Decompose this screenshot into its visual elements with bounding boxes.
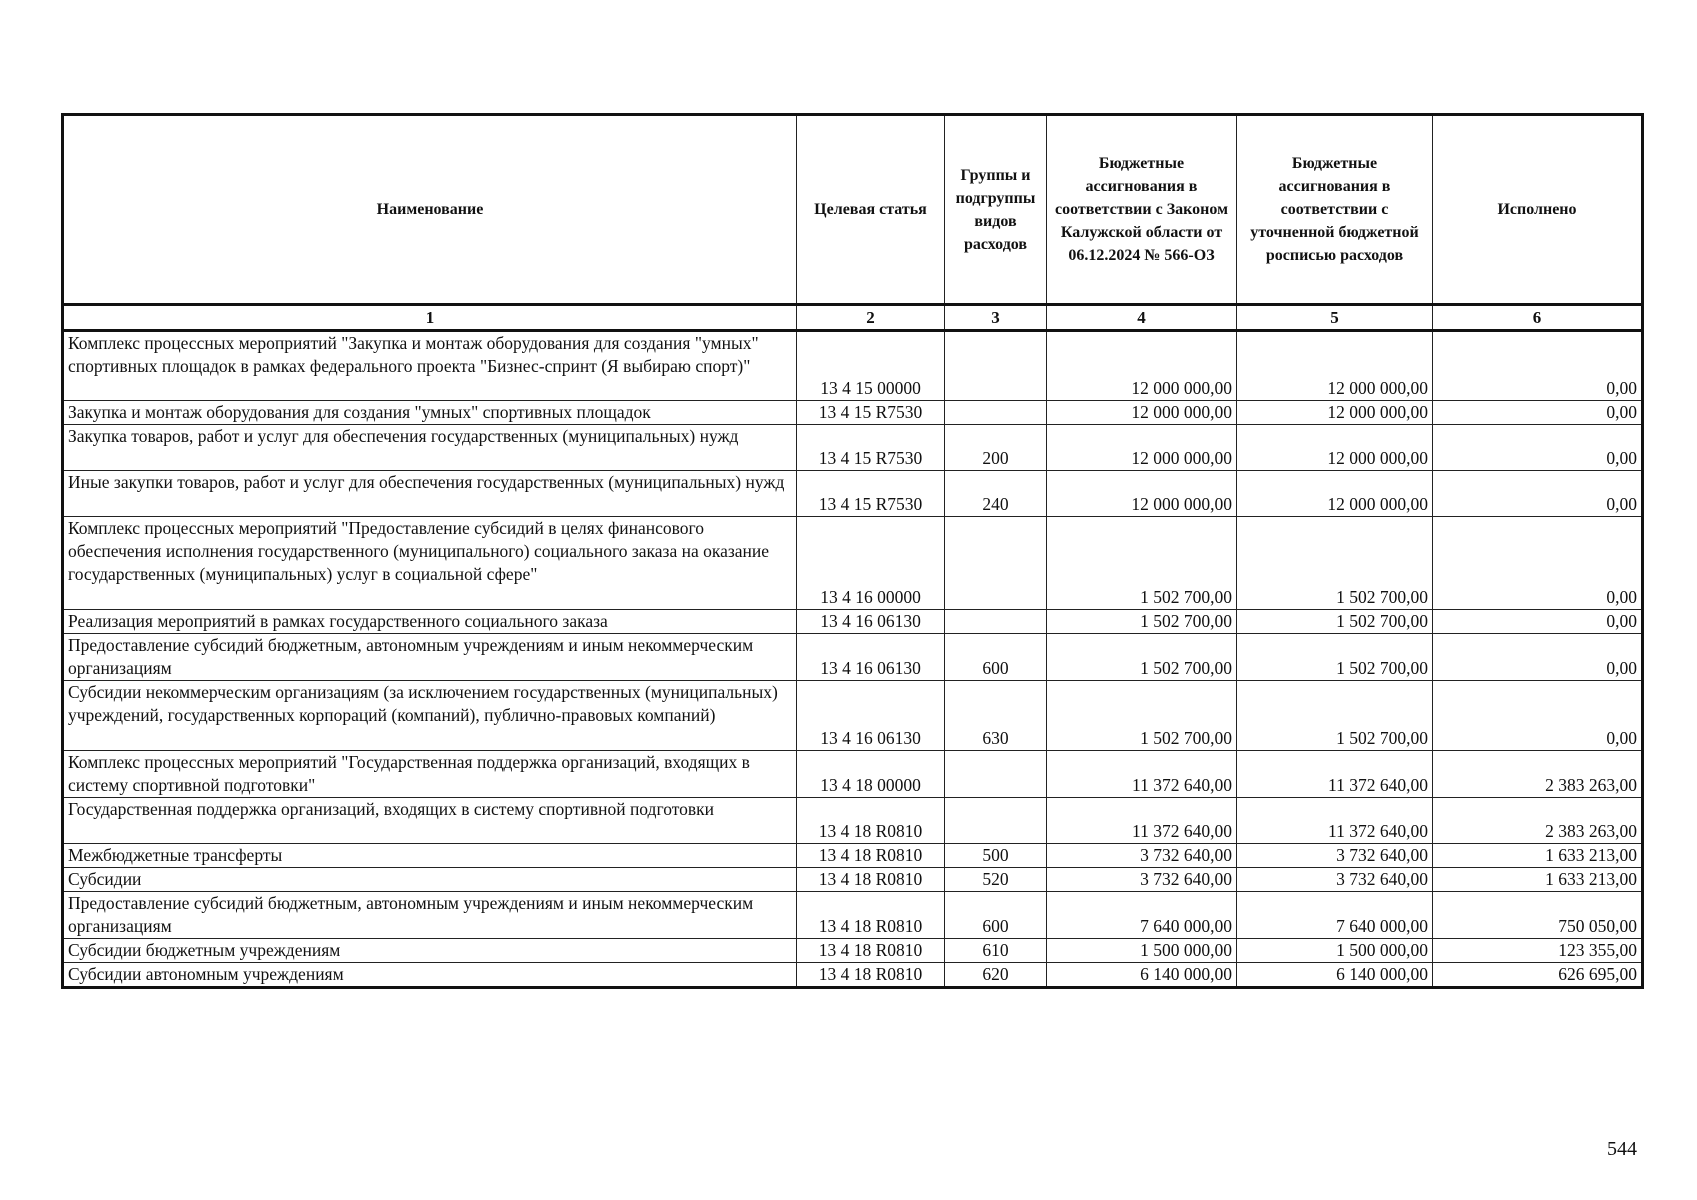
row-target-code: 13 4 15 00000 <box>797 331 945 401</box>
header-target: Целевая статья <box>797 115 945 305</box>
row-executed-amount: 123 355,00 <box>1433 939 1643 963</box>
row-target-code: 13 4 18 R0810 <box>797 892 945 939</box>
column-number: 1 <box>63 305 797 331</box>
row-refined-amount: 1 502 700,00 <box>1237 610 1433 634</box>
row-law-amount: 11 372 640,00 <box>1047 798 1237 844</box>
row-expense-group: 600 <box>945 892 1047 939</box>
row-refined-amount: 1 502 700,00 <box>1237 634 1433 681</box>
column-number: 6 <box>1433 305 1643 331</box>
row-law-amount: 12 000 000,00 <box>1047 425 1237 471</box>
row-law-amount: 3 732 640,00 <box>1047 868 1237 892</box>
row-target-code: 13 4 18 R0810 <box>797 939 945 963</box>
row-law-amount: 1 502 700,00 <box>1047 517 1237 610</box>
row-name: Субсидии бюджетным учреждениям <box>63 939 797 963</box>
row-target-code: 13 4 18 R0810 <box>797 963 945 988</box>
row-name: Государственная поддержка организаций, входящих в систему спортивной подготовки <box>63 798 797 844</box>
row-expense-group: 630 <box>945 681 1047 751</box>
row-expense-group <box>945 798 1047 844</box>
row-target-code: 13 4 15 R7530 <box>797 425 945 471</box>
column-number: 4 <box>1047 305 1237 331</box>
row-target-code: 13 4 18 R0810 <box>797 868 945 892</box>
row-law-amount: 1 502 700,00 <box>1047 634 1237 681</box>
page-number: 544 <box>1607 1138 1637 1160</box>
row-name: Субсидии автономным учреждениям <box>63 963 797 988</box>
row-refined-amount: 1 502 700,00 <box>1237 517 1433 610</box>
header-groups: Группы и подгруппы видов расходов <box>945 115 1047 305</box>
table-row <box>63 331 1643 401</box>
row-law-amount: 12 000 000,00 <box>1047 471 1237 517</box>
row-refined-amount: 11 372 640,00 <box>1237 751 1433 798</box>
row-executed-amount: 0,00 <box>1433 517 1643 610</box>
row-expense-group: 610 <box>945 939 1047 963</box>
table-row <box>63 634 1643 681</box>
row-name: Предоставление субсидий бюджетным, автономным учреждениям и иным некоммерческим организациям <box>63 634 797 681</box>
row-law-amount: 1 502 700,00 <box>1047 681 1237 751</box>
table-row <box>63 798 1643 844</box>
row-refined-amount: 3 732 640,00 <box>1237 844 1433 868</box>
table-row <box>63 868 1643 892</box>
row-target-code: 13 4 18 R0810 <box>797 844 945 868</box>
table-row <box>63 425 1643 471</box>
row-target-code: 13 4 16 06130 <box>797 634 945 681</box>
row-law-amount: 7 640 000,00 <box>1047 892 1237 939</box>
row-target-code: 13 4 18 R0810 <box>797 798 945 844</box>
row-executed-amount: 750 050,00 <box>1433 892 1643 939</box>
column-number: 2 <box>797 305 945 331</box>
row-name: Субсидии некоммерческим организациям (за исключением государственных (муниципальных) учреждений, государственных корпораций (компаний), публично-правовых компаний) <box>63 681 797 751</box>
row-law-amount: 3 732 640,00 <box>1047 844 1237 868</box>
table-row <box>63 939 1643 963</box>
row-name: Иные закупки товаров, работ и услуг для обеспечения государственных (муниципальных) нужд <box>63 471 797 517</box>
column-number: 3 <box>945 305 1047 331</box>
row-refined-amount: 11 372 640,00 <box>1237 798 1433 844</box>
row-law-amount: 6 140 000,00 <box>1047 963 1237 988</box>
table-row <box>63 401 1643 425</box>
row-refined-amount: 7 640 000,00 <box>1237 892 1433 939</box>
table-row <box>63 471 1643 517</box>
row-expense-group <box>945 331 1047 401</box>
row-law-amount: 11 372 640,00 <box>1047 751 1237 798</box>
row-name: Комплекс процессных мероприятий "Государственная поддержка организаций, входящих в систему спортивной подготовки" <box>63 751 797 798</box>
row-name: Межбюджетные трансферты <box>63 844 797 868</box>
row-executed-amount: 0,00 <box>1433 681 1643 751</box>
header-refined: Бюджетные ассигнования в соответствии с уточненной бюджетной росписью расходов <box>1237 115 1433 305</box>
row-refined-amount: 6 140 000,00 <box>1237 963 1433 988</box>
row-name: Закупка и монтаж оборудования для создания "умных" спортивных площадок <box>63 401 797 425</box>
row-executed-amount: 1 633 213,00 <box>1433 844 1643 868</box>
row-name: Комплекс процессных мероприятий "Закупка и монтаж оборудования для создания "умных" спортивных площадок в рамках федерального проекта "Бизнес-спринт (Я выбираю спорт)" <box>63 331 797 401</box>
row-executed-amount: 0,00 <box>1433 634 1643 681</box>
row-target-code: 13 4 16 06130 <box>797 610 945 634</box>
row-name: Закупка товаров, работ и услуг для обеспечения государственных (муниципальных) нужд <box>63 425 797 471</box>
row-expense-group: 240 <box>945 471 1047 517</box>
row-law-amount: 1 502 700,00 <box>1047 610 1237 634</box>
table-row <box>63 844 1643 868</box>
row-expense-group: 620 <box>945 963 1047 988</box>
row-refined-amount: 12 000 000,00 <box>1237 331 1433 401</box>
column-number: 5 <box>1237 305 1433 331</box>
row-expense-group <box>945 517 1047 610</box>
row-executed-amount: 2 383 263,00 <box>1433 798 1643 844</box>
row-target-code: 13 4 18 00000 <box>797 751 945 798</box>
header-row <box>63 115 1643 305</box>
row-expense-group: 500 <box>945 844 1047 868</box>
table-row <box>63 892 1643 939</box>
header-executed: Исполнено <box>1433 115 1643 305</box>
row-executed-amount: 0,00 <box>1433 425 1643 471</box>
row-executed-amount: 626 695,00 <box>1433 963 1643 988</box>
row-target-code: 13 4 16 00000 <box>797 517 945 610</box>
row-executed-amount: 0,00 <box>1433 331 1643 401</box>
row-law-amount: 12 000 000,00 <box>1047 401 1237 425</box>
row-law-amount: 1 500 000,00 <box>1047 939 1237 963</box>
header-name: Наименование <box>63 115 797 305</box>
row-expense-group <box>945 751 1047 798</box>
row-executed-amount: 2 383 263,00 <box>1433 751 1643 798</box>
row-expense-group: 600 <box>945 634 1047 681</box>
row-refined-amount: 1 500 000,00 <box>1237 939 1433 963</box>
row-name: Комплекс процессных мероприятий "Предоставление субсидий в целях финансового обеспечения исполнения государственного (муниципального) социального заказа на оказание государственных (муниципальных) услуг в социальной сфере" <box>63 517 797 610</box>
table-row <box>63 517 1643 610</box>
row-expense-group: 520 <box>945 868 1047 892</box>
row-target-code: 13 4 15 R7530 <box>797 471 945 517</box>
table-row <box>63 681 1643 751</box>
row-executed-amount: 0,00 <box>1433 610 1643 634</box>
table-row <box>63 610 1643 634</box>
row-executed-amount: 1 633 213,00 <box>1433 868 1643 892</box>
table-body <box>63 331 1643 988</box>
row-expense-group <box>945 610 1047 634</box>
table-row <box>63 963 1643 988</box>
row-law-amount: 12 000 000,00 <box>1047 331 1237 401</box>
table-row <box>63 751 1643 798</box>
row-refined-amount: 1 502 700,00 <box>1237 681 1433 751</box>
row-executed-amount: 0,00 <box>1433 401 1643 425</box>
row-name: Предоставление субсидий бюджетным, автономным учреждениям и иным некоммерческим организациям <box>63 892 797 939</box>
column-number-row <box>63 305 1643 331</box>
budget-table <box>61 113 1644 989</box>
row-target-code: 13 4 16 06130 <box>797 681 945 751</box>
row-refined-amount: 12 000 000,00 <box>1237 471 1433 517</box>
row-name: Субсидии <box>63 868 797 892</box>
row-expense-group: 200 <box>945 425 1047 471</box>
row-name: Реализация мероприятий в рамках государственного социального заказа <box>63 610 797 634</box>
row-executed-amount: 0,00 <box>1433 471 1643 517</box>
header-law: Бюджетные ассигнования в соответствии с Законом Калужской области от 06.12.2024 № 566-ОЗ <box>1047 115 1237 305</box>
row-target-code: 13 4 15 R7530 <box>797 401 945 425</box>
row-refined-amount: 3 732 640,00 <box>1237 868 1433 892</box>
row-refined-amount: 12 000 000,00 <box>1237 401 1433 425</box>
row-refined-amount: 12 000 000,00 <box>1237 425 1433 471</box>
row-expense-group <box>945 401 1047 425</box>
